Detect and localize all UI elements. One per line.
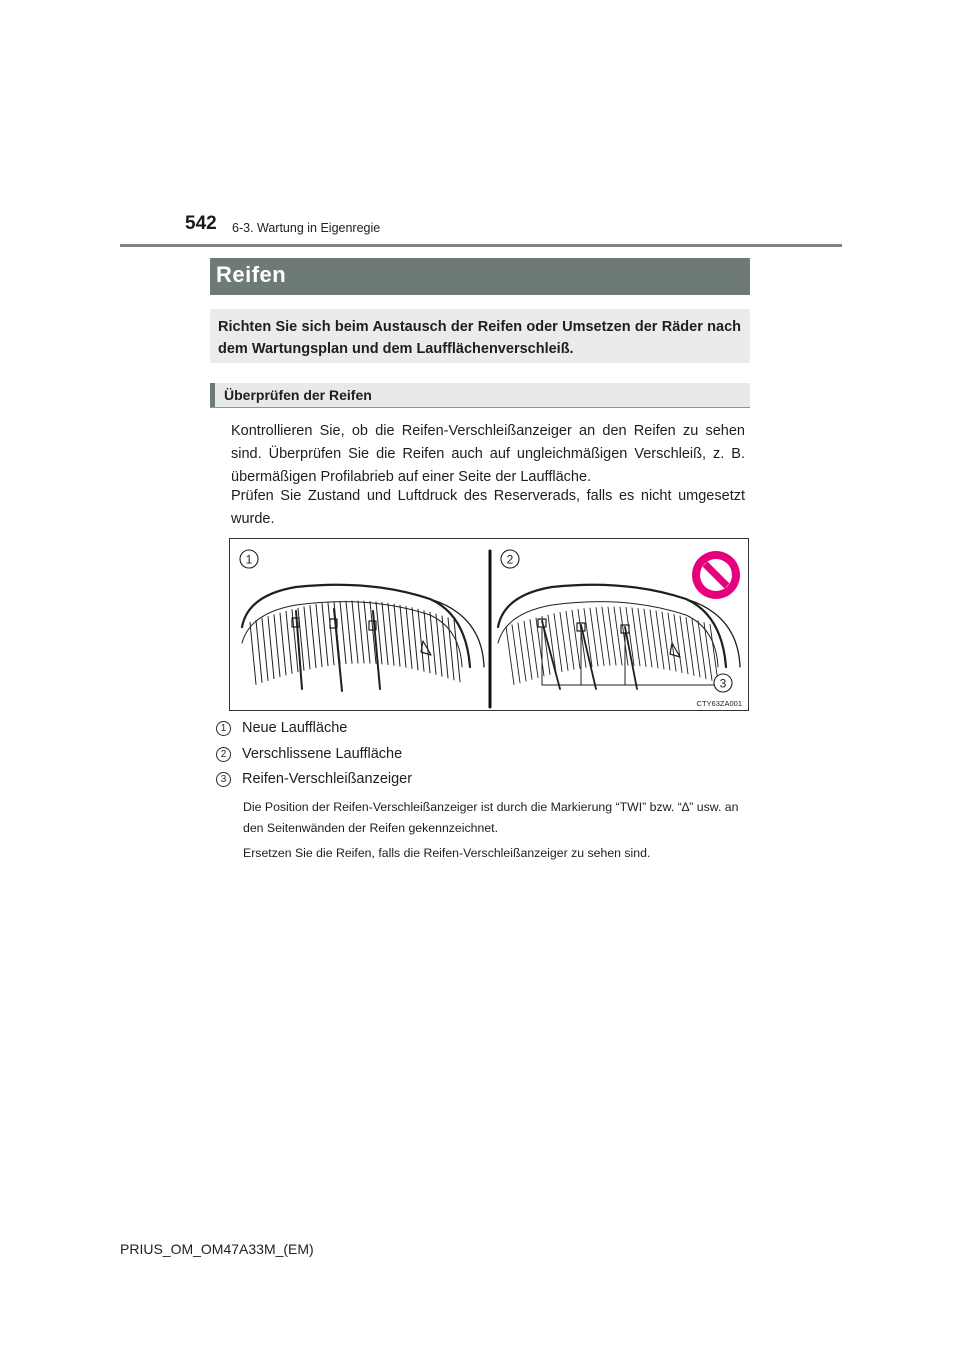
header-rule (120, 244, 842, 247)
tread-groove (548, 615, 556, 673)
section-label: 6-3. Wartung in Eigenregie (232, 221, 381, 235)
footer-doc-code: PRIUS_OM_OM47A33M_(EM) (120, 1241, 314, 1257)
subsection-title: Überprüfen der Reifen (224, 387, 372, 403)
prohibited-icon (692, 551, 740, 599)
paragraph-spare-wheel: Prüfen Sie Zustand und Luftdruck des Reserverads, falls es nicht umgesetzt wurde. (231, 488, 745, 527)
paragraph-check-indicators: Kontrollieren Sie, ob die Reifen-Verschleißanzeiger an den Reifen zu sehen sind. Überprüfen Sie die Reifen auch auf ungleichmäßigen Verschleiß, z. B. übermäßigen Profilabrieb auf einer Seite der Lauffläche. (231, 423, 745, 485)
tread-groove (448, 618, 454, 680)
tread-groove (506, 627, 514, 685)
tread-groove (560, 612, 568, 670)
tread-groove (256, 620, 262, 682)
intro-box (210, 309, 750, 363)
tread-groove (388, 603, 394, 665)
tread-groove (310, 606, 316, 668)
callout-2-label: 2 (506, 552, 514, 567)
tire-illustration (230, 539, 748, 710)
legend-label-new-tread: Neue Lauffläche (242, 720, 348, 736)
new-tread-tire (242, 585, 484, 691)
tread-groove (340, 602, 346, 664)
tread-groove (358, 601, 364, 663)
title-bar (210, 258, 750, 295)
tread-groove (436, 614, 442, 676)
callout-3-label: 3 (719, 676, 727, 691)
tread-groove (566, 611, 574, 669)
legend-marker-2: 2 (216, 747, 231, 762)
tread-groove (394, 604, 400, 666)
tread-groove (346, 601, 352, 663)
tread-groove (424, 611, 430, 673)
tread-groove (382, 603, 388, 665)
tread-groove (286, 611, 292, 673)
tread-groove (418, 609, 424, 671)
worn-tread-tire (498, 585, 740, 689)
tread-groove (316, 605, 322, 667)
tread-groove (412, 608, 418, 670)
note-twi-marking: Die Position der Reifen-Verschleißanzeiger ist durch die Markierung “TWI” bzw. “∆” usw. an den Seitenwänden der Reifen gekennzeichnet. (243, 800, 739, 835)
legend-label-worn-tread: Verschlissene Lauffläche (242, 746, 403, 762)
tread-groove (554, 614, 562, 672)
intro-text: Richten Sie sich beim Austausch der Reifen oder Umsetzen der Räder nach dem Wartungsplan und dem Laufflächenverschleiß. (218, 319, 741, 357)
tread-groove (406, 606, 412, 668)
legend-marker-1: 1 (216, 721, 231, 736)
tread-groove (352, 601, 358, 663)
tread-groove (328, 603, 334, 665)
tread-groove (364, 601, 370, 663)
tread-groove (250, 622, 256, 684)
tread-groove (274, 615, 280, 677)
tread-groove (530, 620, 538, 678)
legend-label-wear-indicator: Reifen-Verschleißanzeiger (242, 771, 413, 787)
subsection-accent (210, 383, 215, 407)
tread-groove (590, 608, 598, 666)
callout-1-label: 1 (245, 552, 253, 567)
page-number: 542 (185, 213, 217, 234)
tread-groove (518, 623, 526, 681)
tread-groove (430, 612, 436, 674)
figure-code: CTY63ZA001 (696, 699, 742, 708)
tread-groove (304, 607, 310, 669)
tread-groove (262, 618, 268, 680)
page-title: Reifen (216, 262, 287, 287)
note-replace-tires: Ersetzen Sie die Reifen, falls die Reifen-Verschleißanzeiger zu sehen sind. (243, 846, 651, 860)
tread-groove (280, 613, 286, 675)
tread-groove (512, 625, 520, 683)
tread-groove (524, 621, 532, 679)
tire-tread-figure (229, 538, 749, 711)
tread-groove (268, 617, 274, 679)
tread-groove (572, 610, 580, 668)
tread-groove (322, 604, 328, 666)
legend-marker-3: 3 (216, 772, 231, 787)
subsection-header (210, 383, 750, 408)
tread-groove (400, 605, 406, 667)
